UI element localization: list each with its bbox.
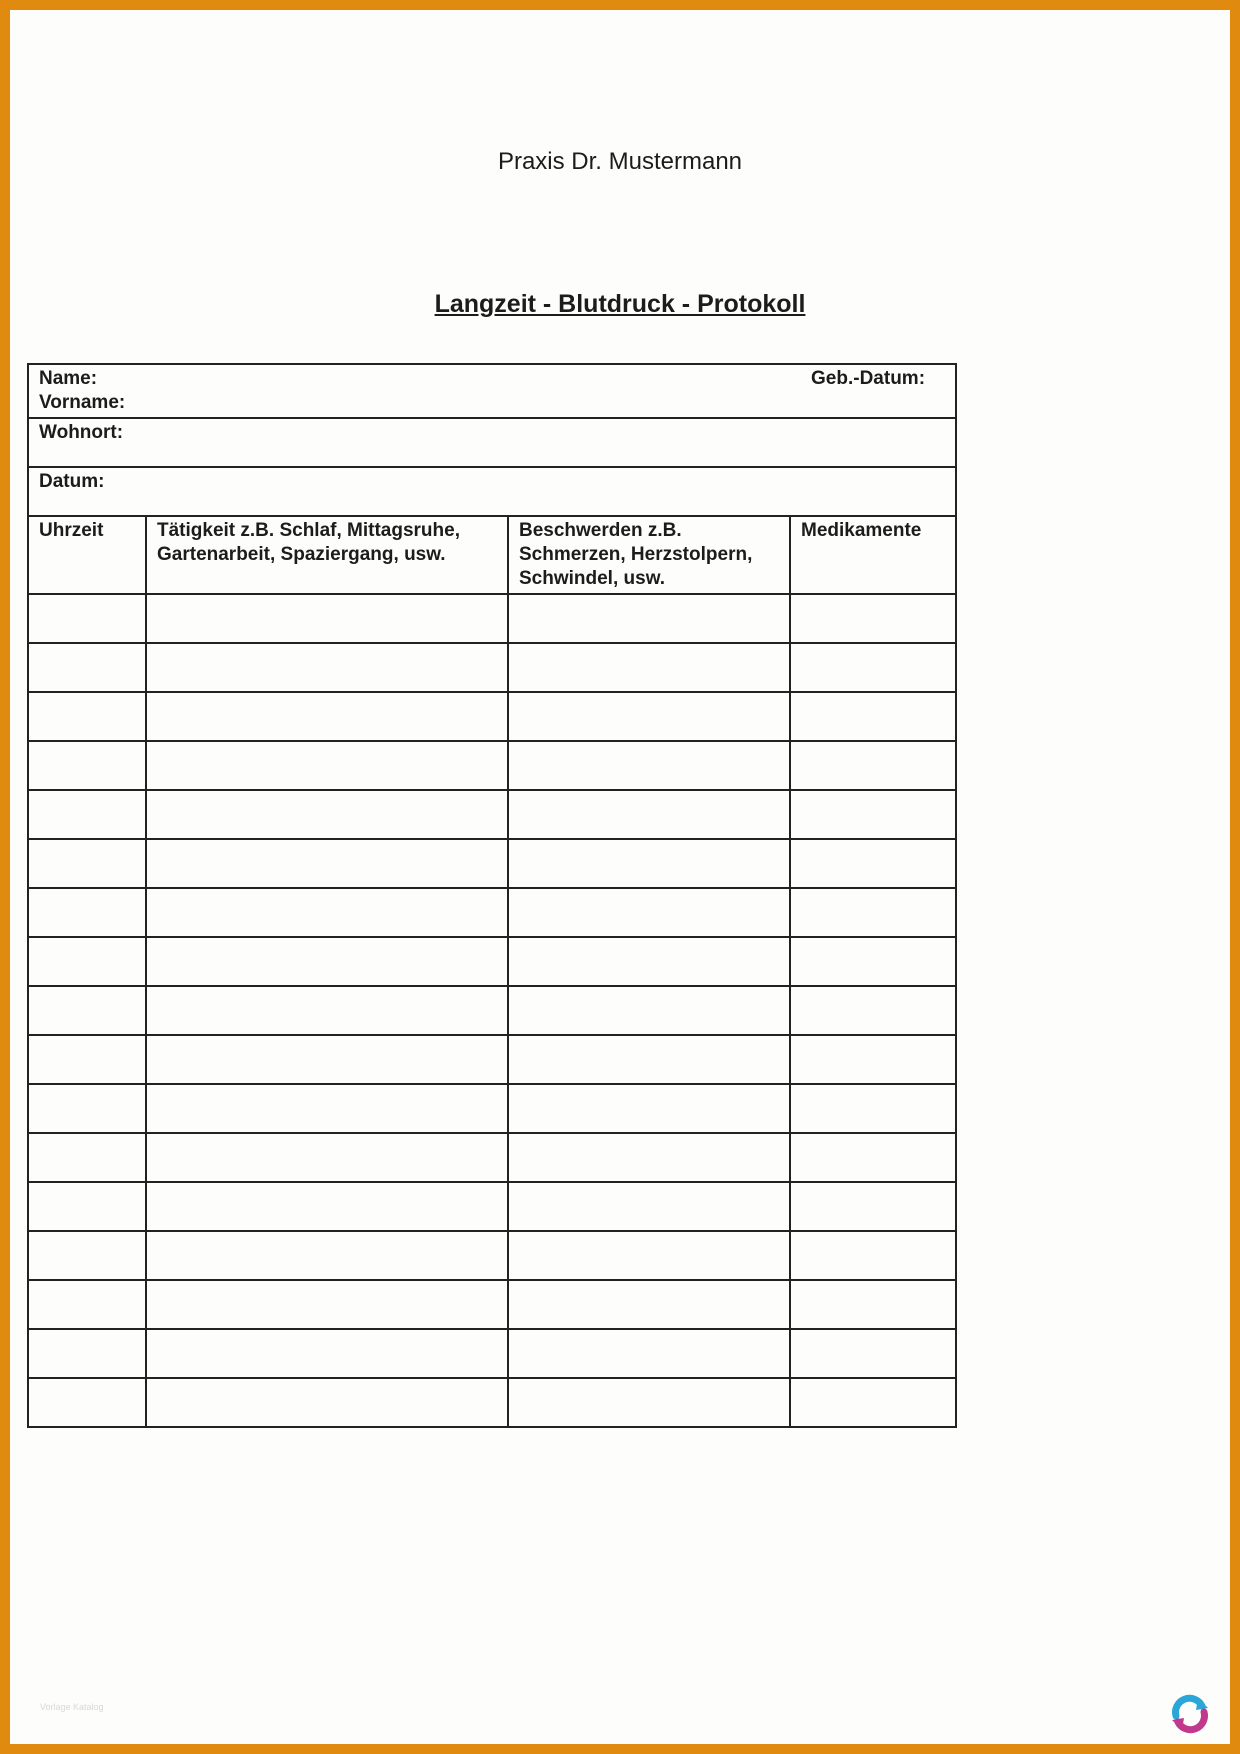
cell-medikamente[interactable]	[790, 643, 956, 692]
practice-name: Praxis Dr. Mustermann	[497, 148, 743, 175]
table-row	[28, 790, 956, 839]
cell-beschwerden[interactable]	[508, 643, 790, 692]
cell-medikamente[interactable]	[790, 1084, 956, 1133]
datum-label: Datum:	[39, 471, 105, 492]
cell-taetigkeit[interactable]	[146, 790, 508, 839]
cell-taetigkeit[interactable]	[146, 643, 508, 692]
cell-beschwerden[interactable]	[508, 1133, 790, 1182]
table-row	[28, 692, 956, 741]
cell-beschwerden[interactable]	[508, 888, 790, 937]
table-row	[28, 1378, 956, 1427]
cell-uhrzeit[interactable]	[28, 643, 146, 692]
cell-taetigkeit[interactable]	[146, 741, 508, 790]
cell-medikamente[interactable]	[790, 741, 956, 790]
cell-beschwerden[interactable]	[508, 839, 790, 888]
cell-beschwerden[interactable]	[508, 1035, 790, 1084]
cell-taetigkeit[interactable]	[146, 937, 508, 986]
cell-beschwerden[interactable]	[508, 1182, 790, 1231]
cell-medikamente[interactable]	[790, 1329, 956, 1378]
cell-medikamente[interactable]	[790, 1035, 956, 1084]
cell-uhrzeit[interactable]	[28, 692, 146, 741]
birthdate-label: Geb.-Datum:	[811, 368, 926, 389]
cell-uhrzeit[interactable]	[28, 741, 146, 790]
document-title: Langzeit - Blutdruck - Protokoll	[434, 290, 806, 318]
blank-rows	[28, 594, 956, 1427]
cell-taetigkeit[interactable]	[146, 986, 508, 1035]
cell-taetigkeit[interactable]	[146, 1280, 508, 1329]
table-row	[28, 1280, 956, 1329]
name-cell[interactable]	[28, 364, 956, 418]
cell-uhrzeit[interactable]	[28, 986, 146, 1035]
cell-medikamente[interactable]	[790, 937, 956, 986]
cell-medikamente[interactable]	[790, 692, 956, 741]
cell-taetigkeit[interactable]	[146, 1231, 508, 1280]
cell-uhrzeit[interactable]	[28, 1378, 146, 1427]
table-row	[28, 1231, 956, 1280]
table-row	[28, 888, 956, 937]
cell-uhrzeit[interactable]	[28, 888, 146, 937]
cell-medikamente[interactable]	[790, 1280, 956, 1329]
cell-taetigkeit[interactable]	[146, 1035, 508, 1084]
watermark-text: Vorlage Katalog	[40, 1702, 104, 1712]
table-row	[28, 643, 956, 692]
cell-medikamente[interactable]	[790, 986, 956, 1035]
cell-taetigkeit[interactable]	[146, 1133, 508, 1182]
name-row	[28, 364, 956, 418]
datum-cell[interactable]	[28, 467, 956, 516]
cell-uhrzeit[interactable]	[28, 1084, 146, 1133]
table-row	[28, 1035, 956, 1084]
table-row	[28, 937, 956, 986]
cell-beschwerden[interactable]	[508, 986, 790, 1035]
cell-medikamente[interactable]	[790, 1182, 956, 1231]
cell-uhrzeit[interactable]	[28, 594, 146, 643]
table-row	[28, 1182, 956, 1231]
refresh-logo-icon	[1168, 1692, 1212, 1736]
cell-taetigkeit[interactable]	[146, 692, 508, 741]
protocol-table	[27, 363, 957, 1428]
datum-row	[28, 467, 956, 516]
column-header-uhrzeit: Uhrzeit	[28, 516, 146, 594]
cell-beschwerden[interactable]	[508, 594, 790, 643]
cell-beschwerden[interactable]	[508, 1280, 790, 1329]
column-header-taetigkeit: Tätigkeit z.B. Schlaf, Mittagsruhe, Gartenarbeit, Spaziergang, usw.	[146, 516, 508, 594]
cell-medikamente[interactable]	[790, 1231, 956, 1280]
cell-taetigkeit[interactable]	[146, 1378, 508, 1427]
cell-beschwerden[interactable]	[508, 937, 790, 986]
cell-taetigkeit[interactable]	[146, 1329, 508, 1378]
name-label: Name:	[39, 368, 98, 389]
cell-uhrzeit[interactable]	[28, 839, 146, 888]
cell-beschwerden[interactable]	[508, 1378, 790, 1427]
cell-taetigkeit[interactable]	[146, 888, 508, 937]
cell-medikamente[interactable]	[790, 839, 956, 888]
cell-taetigkeit[interactable]	[146, 1182, 508, 1231]
cell-uhrzeit[interactable]	[28, 1035, 146, 1084]
cell-uhrzeit[interactable]	[28, 790, 146, 839]
table-row	[28, 1084, 956, 1133]
column-header-row	[28, 516, 956, 594]
cell-beschwerden[interactable]	[508, 1084, 790, 1133]
table-row	[28, 741, 956, 790]
cell-uhrzeit[interactable]	[28, 1329, 146, 1378]
cell-uhrzeit[interactable]	[28, 1182, 146, 1231]
table-row	[28, 594, 956, 643]
cell-uhrzeit[interactable]	[28, 1231, 146, 1280]
table-row	[28, 839, 956, 888]
table-row	[28, 1329, 956, 1378]
cell-taetigkeit[interactable]	[146, 594, 508, 643]
cell-medikamente[interactable]	[790, 888, 956, 937]
vorname-label: Vorname:	[39, 392, 126, 413]
cell-taetigkeit[interactable]	[146, 1084, 508, 1133]
table-row	[28, 986, 956, 1035]
wohnort-cell[interactable]	[28, 418, 956, 467]
column-header-beschwerden: Beschwerden z.B. Schmerzen, Herzstolpern, Schwindel, usw.	[508, 516, 790, 594]
cell-beschwerden[interactable]	[508, 692, 790, 741]
cell-uhrzeit[interactable]	[28, 1280, 146, 1329]
cell-taetigkeit[interactable]	[146, 839, 508, 888]
cell-uhrzeit[interactable]	[28, 937, 146, 986]
wohnort-row	[28, 418, 956, 467]
cell-medikamente[interactable]	[790, 594, 956, 643]
cell-uhrzeit[interactable]	[28, 1133, 146, 1182]
cell-medikamente[interactable]	[790, 1133, 956, 1182]
table-row	[28, 1133, 956, 1182]
cell-beschwerden[interactable]	[508, 741, 790, 790]
cell-medikamente[interactable]	[790, 790, 956, 839]
cell-beschwerden[interactable]	[508, 1231, 790, 1280]
cell-medikamente[interactable]	[790, 1378, 956, 1427]
column-header-medikamente: Medikamente	[790, 516, 956, 594]
cell-beschwerden[interactable]	[508, 790, 790, 839]
cell-beschwerden[interactable]	[508, 1329, 790, 1378]
wohnort-label: Wohnort:	[39, 422, 124, 443]
